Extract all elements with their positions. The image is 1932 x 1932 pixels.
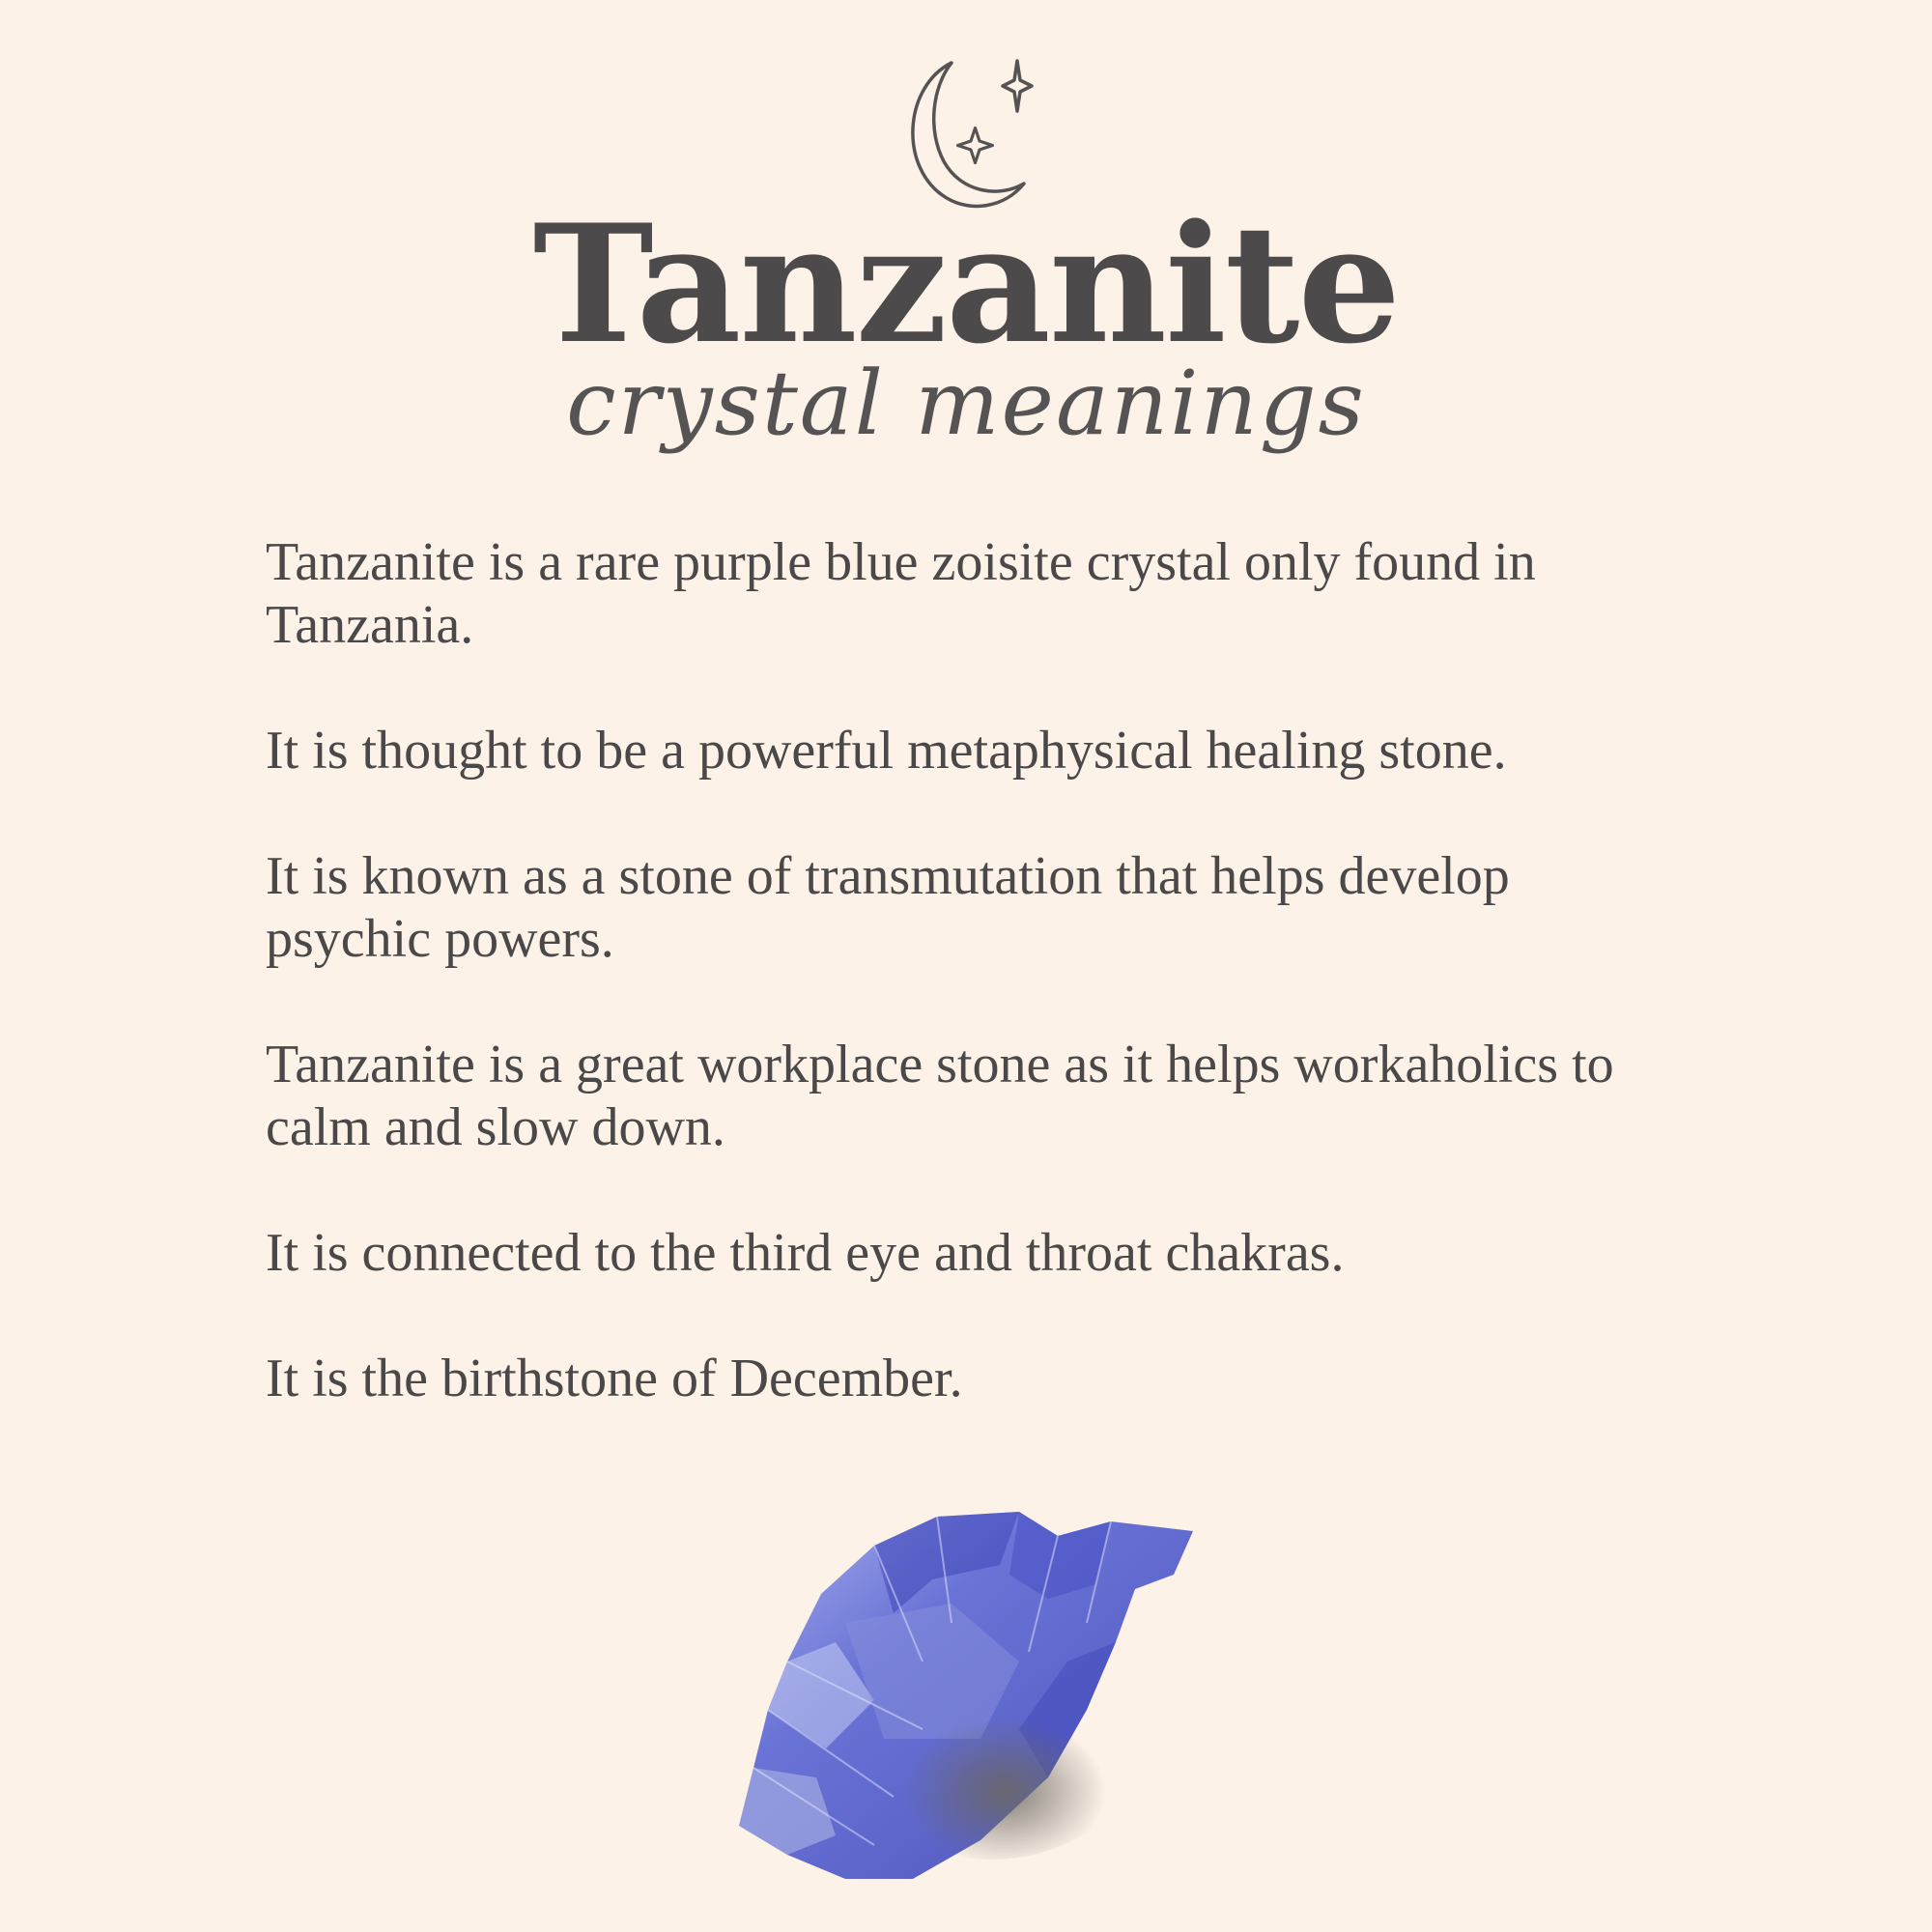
meaning-paragraph: Tanzanite is a great workplace stone as it helps workaholics to calm and slow down. (266, 1035, 1614, 1157)
tanzanite-crystal-icon (729, 1507, 1198, 1884)
meaning-paragraph: It is connected to the third eye and throat chakras. (266, 1223, 1345, 1283)
meanings-text (266, 531, 1618, 1473)
meaning-paragraph: It is known as a stone of transmutation that helps develop psychic powers. (266, 846, 1510, 969)
meaning-paragraph: Tanzanite is a rare purple blue zoisite crystal only found in Tanzania. (266, 532, 1536, 655)
meaning-paragraph: It is the birthstone of December. (266, 1349, 963, 1408)
page-title: Tanzanite (532, 188, 1400, 380)
meaning-paragraph: It is thought to be a powerful metaphysical healing stone. (266, 721, 1507, 781)
page-subtitle: crystal meanings (566, 352, 1366, 455)
